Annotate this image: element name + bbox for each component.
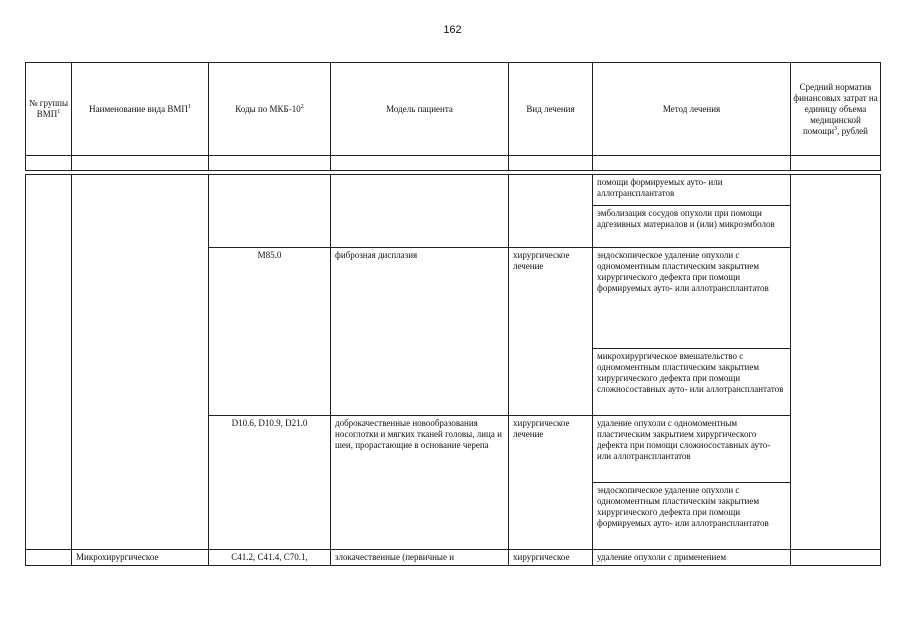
page-number: 162 bbox=[443, 24, 462, 36]
table-row bbox=[26, 175, 881, 206]
cell-code: C41.2, C41.4, C70.1, bbox=[209, 550, 331, 566]
header-treatment-type: Вид лечения bbox=[509, 63, 593, 156]
cell-method: эмболизация сосудов опухоли при помощи адгезивных материалов и (или) микроэмболов bbox=[593, 206, 791, 248]
cell-treatment: хирургическое bbox=[509, 550, 593, 566]
cell-method: удаление опухоли с применением bbox=[593, 550, 791, 566]
cell-treatment: хирургическое лечение bbox=[509, 416, 593, 550]
cell-treatment: хирургическое лечение bbox=[509, 248, 593, 416]
cell-method: эндоскопическое удаление опухоли с одномоментным пластическим закрытием хирургического дефекта при помощи формируемых ауто- или аллотрансплантатов bbox=[593, 248, 791, 349]
cell-method: микрохирургическое вмешательство с одномоментным пластическим закрытием хирургического дефекта при помощи сложносоставных ауто- или аллотрансплантатов bbox=[593, 349, 791, 416]
cell-model: доброкачественные новообразования носоглотки и мягких тканей головы, лица и шеи, прорастающие в основание черепа bbox=[331, 416, 509, 550]
table-row-empty bbox=[26, 156, 881, 171]
header-icd-codes: Коды по МКБ-$10^2$ bbox=[209, 63, 331, 156]
vmp-table bbox=[25, 62, 881, 566]
header-vmp-name: Наименование вида ВМП$^1$ bbox=[72, 63, 209, 156]
cell-model: фиброзная дисплазия bbox=[331, 248, 509, 416]
header-row bbox=[26, 63, 881, 156]
cell-vmp-name: Микрохирургическое bbox=[72, 550, 209, 566]
cell-cost bbox=[791, 175, 881, 550]
cell-code bbox=[209, 175, 331, 248]
table-row bbox=[26, 550, 881, 566]
cell-code: D10.6, D10.9, D21.0 bbox=[209, 416, 331, 550]
cell-vmp-name bbox=[72, 175, 209, 550]
header-avg-cost: Средний норматив финансовых затрат на единицу объема медицинской помощи$^3$, рублей bbox=[791, 63, 881, 156]
cell-group-no bbox=[26, 175, 72, 550]
cell-method: эндоскопическое удаление опухоли с одномоментным пластическим закрытием хирургического дефекта при помощи формируемых ауто- или аллотрансплантатов bbox=[593, 483, 791, 550]
cell-treatment bbox=[509, 175, 593, 248]
cell-group-no bbox=[26, 550, 72, 566]
cell-method: помощи формируемых ауто- или аллотрансплантатов bbox=[593, 175, 791, 206]
cell-method: удаление опухоли с одномоментным пластическим закрытием хирургического дефекта при помощи сложносоставных ауто- или аллотрансплантатов bbox=[593, 416, 791, 483]
header-group-no: № группы ВМП$^1$ bbox=[26, 63, 72, 156]
header-patient-model: Модель пациента bbox=[331, 63, 509, 156]
header-treatment-method: Метод лечения bbox=[593, 63, 791, 156]
cell-code: M85.0 bbox=[209, 248, 331, 416]
cell-model bbox=[331, 175, 509, 248]
cell-cost bbox=[791, 550, 881, 566]
cell-model: злокачественные (первичные и bbox=[331, 550, 509, 566]
